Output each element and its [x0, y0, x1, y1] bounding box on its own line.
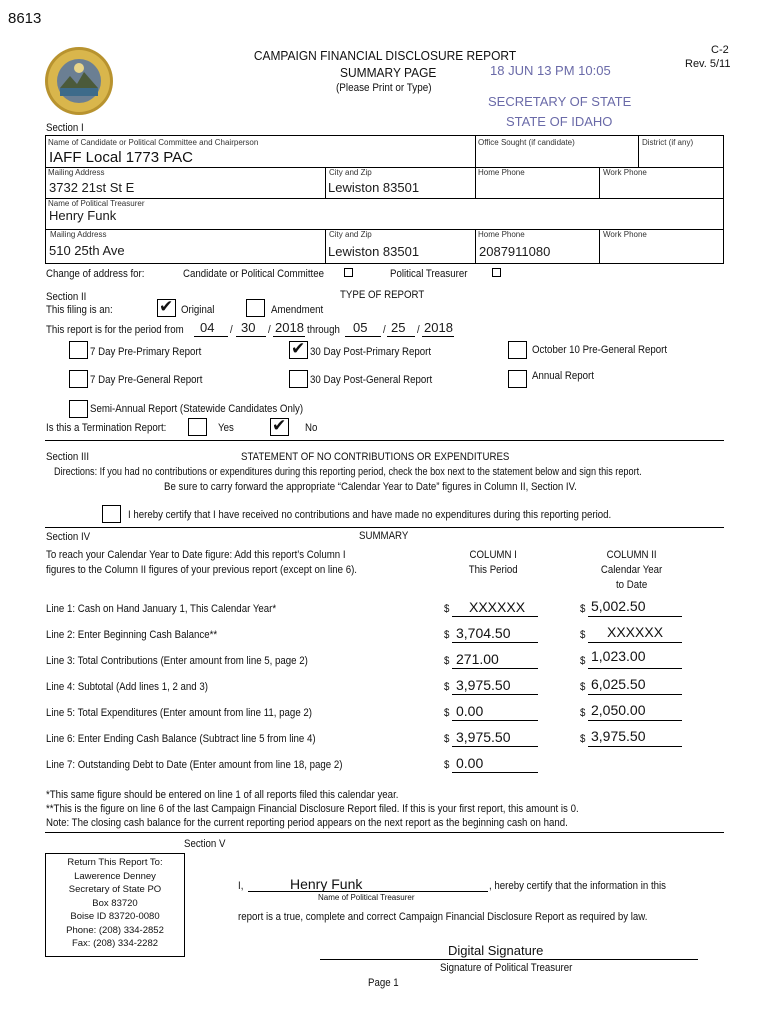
line-2-column-2[interactable]: XXXXXX [607, 624, 664, 640]
thirty-day-post-general-checkbox[interactable] [289, 370, 308, 388]
amendment-checkbox[interactable] [246, 299, 265, 317]
dollar-sign: $ [580, 681, 586, 693]
thirty-day-post-general-label: 30 Day Post-General Report [310, 374, 433, 386]
dollar-sign: $ [444, 707, 450, 719]
filing-type-label: This filing is an: [46, 304, 113, 316]
treasurer-home-phone-label: Home Phone [478, 230, 525, 239]
summary-line-label: Line 3: Total Contributions (Enter amount from line 5, page 2) [46, 655, 308, 667]
line-7-column-1[interactable]: 0.00 [456, 755, 484, 771]
date-separator: / [230, 324, 233, 336]
return-address-line: Box 83720 [92, 897, 138, 909]
summary-intro-1: To reach your Calendar Year to Date figure: Add this report’s Column I [46, 549, 346, 561]
footnote-3: Note: The closing cash balance for the current reporting period appears on the next report as the beginning cash on hand. [46, 817, 568, 829]
treasurer-mailing-label: Mailing Address [50, 230, 107, 239]
period-to-month[interactable]: 05 [353, 320, 368, 335]
summary-header: SUMMARY [359, 530, 409, 542]
period-from-year[interactable]: 2018 [275, 320, 304, 335]
section-5-label: Section V [184, 838, 226, 850]
period-from-month[interactable]: 04 [200, 320, 215, 335]
treasurer-home-phone-field[interactable]: 2087911080 [479, 244, 551, 259]
seven-day-pre-primary-label: 7 Day Pre-Primary Report [90, 346, 202, 358]
seven-day-pre-general-checkbox[interactable] [69, 370, 88, 388]
date-separator: / [383, 324, 386, 336]
treasurer-name-field[interactable]: Henry Funk [49, 208, 117, 223]
column-2-title: COLUMN II [606, 549, 657, 561]
line-6-column-1[interactable]: 3,975.50 [456, 729, 511, 745]
original-label: Original [181, 304, 215, 316]
form-id: C-2 [711, 44, 729, 56]
section-4-label: Section IV [46, 531, 91, 543]
treasurer-city-label: City and Zip [329, 230, 372, 239]
date-separator: / [268, 324, 271, 336]
form-revision: Rev. 5/11 [685, 58, 731, 70]
summary-intro-2: figures to the Column II figures of your previous report (except on line 6). [46, 564, 357, 576]
no-contributions-checkbox[interactable] [102, 505, 121, 523]
thirty-day-post-primary-checkbox[interactable]: ✔ [289, 341, 308, 359]
footnote-2: **This is the figure on line 6 of the last Campaign Financial Disclosure Report filed. If this is your first report, this amount is 0. [46, 803, 579, 815]
treasurer-name-certify-field[interactable]: Henry Funk [290, 876, 363, 892]
received-date-stamp: 18 JUN 13 PM 10:05 [490, 63, 611, 78]
summary-line-label: Line 5: Total Expenditures (Enter amount from line 11, page 2) [46, 707, 313, 719]
october-pre-general-checkbox[interactable] [508, 341, 527, 359]
change-candidate-checkbox[interactable] [344, 268, 353, 277]
line-3-column-2[interactable]: 1,023.00 [591, 648, 646, 664]
section-1-label: Section I [46, 122, 84, 134]
semi-annual-checkbox[interactable] [69, 400, 88, 418]
signature-caption: Signature of Political Treasurer [440, 962, 573, 974]
section-3-carry-forward: Be sure to carry forward the appropriate “Calendar Year to Date” figures in Column II, Section IV. [164, 481, 577, 493]
line-4-column-1[interactable]: 3,975.50 [456, 677, 511, 693]
treasurer-work-phone-label: Work Phone [603, 230, 647, 239]
termination-label: Is this a Termination Report: [46, 422, 167, 434]
change-address-label: Change of address for: [46, 268, 145, 280]
section-3-directions: Directions: If you had no contributions or expenditures during this reporting period, check the box next to the statement below and sign this report. [54, 466, 642, 478]
termination-yes-checkbox[interactable] [188, 418, 207, 436]
mailing-address-label: Mailing Address [48, 168, 105, 177]
print-instruction: (Please Print or Type) [336, 82, 432, 94]
dollar-sign: $ [444, 629, 450, 641]
home-phone-label: Home Phone [478, 168, 525, 177]
city-zip-label: City and Zip [329, 168, 372, 177]
summary-line-label: Line 1: Cash on Hand January 1, This Calendar Year* [46, 603, 277, 615]
seven-day-pre-general-label: 7 Day Pre-General Report [90, 374, 203, 386]
summary-line-label: Line 7: Outstanding Debt to Date (Enter amount from line 18, page 2) [46, 759, 343, 771]
dollar-sign: $ [580, 629, 586, 641]
annual-report-checkbox[interactable] [508, 370, 527, 388]
dollar-sign: $ [444, 655, 450, 667]
line-6-column-2[interactable]: 3,975.50 [591, 728, 646, 744]
type-of-report-header: TYPE OF REPORT [340, 289, 425, 301]
city-zip-field[interactable]: Lewiston 83501 [328, 180, 420, 195]
line-4-column-2[interactable]: 6,025.50 [591, 676, 646, 692]
page-number: Page 1 [368, 977, 399, 989]
termination-no-label: No [305, 422, 318, 434]
return-address-line: Phone: (208) 334-2852 [66, 924, 164, 936]
column-1-title: COLUMN I [469, 549, 517, 561]
certify-i-label: I, [238, 880, 244, 892]
semi-annual-label: Semi-Annual Report (Statewide Candidates Only) [90, 403, 304, 415]
return-address-line: Boise ID 83720-0080 [70, 911, 160, 922]
treasurer-mailing-field[interactable]: 510 25th Ave [49, 243, 125, 258]
period-from-day[interactable]: 30 [241, 320, 256, 335]
thirty-day-post-primary-label: 30 Day Post-Primary Report [310, 346, 432, 358]
line-1-column-1[interactable]: XXXXXX [469, 599, 526, 615]
stamp-office: SECRETARY OF STATE [488, 94, 632, 109]
summary-line-label: Line 4: Subtotal (Add lines 1, 2 and 3) [46, 681, 208, 693]
line-5-column-2[interactable]: 2,050.00 [591, 702, 646, 718]
dollar-sign: $ [580, 603, 586, 615]
amendment-label: Amendment [271, 304, 324, 316]
original-checkbox[interactable]: ✔ [157, 299, 176, 317]
name-label: Name of Candidate or Political Committee and Chairperson [48, 138, 259, 147]
return-address-line: Secretary of State PO [68, 884, 162, 895]
column-2-subtitle: Calendar Year [600, 564, 663, 576]
termination-no-checkbox[interactable]: ✔ [270, 418, 289, 436]
return-address-line: Lawerence Denney [74, 870, 156, 882]
return-address-line: Fax: (208) 334-2282 [71, 938, 159, 949]
change-candidate-label: Candidate or Political Committee [183, 268, 324, 280]
certify-suffix: , hereby certify that the information in this [489, 880, 667, 892]
line-2-column-1[interactable]: 3,704.50 [456, 625, 511, 641]
termination-yes-label: Yes [218, 422, 234, 434]
annual-report-label: Annual Report [532, 370, 594, 382]
signature-field[interactable]: Digital Signature [448, 943, 544, 958]
certify-statement: report is a true, complete and correct Campaign Financial Disclosure Report as required by law. [238, 911, 648, 923]
dollar-sign: $ [444, 681, 450, 693]
seven-day-pre-primary-checkbox[interactable] [69, 341, 88, 359]
dollar-sign: $ [444, 759, 450, 771]
work-phone-label: Work Phone [603, 168, 647, 177]
change-treasurer-label: Political Treasurer [390, 268, 468, 280]
october-pre-general-label: October 10 Pre-General Report [532, 344, 668, 356]
no-contributions-statement: I hereby certify that I have received no contributions and have made no expenditures during this reporting period. [128, 509, 612, 521]
period-label: This report is for the period from [46, 324, 184, 336]
report-subtitle: SUMMARY PAGE [340, 65, 437, 80]
through-label: through [307, 324, 340, 336]
report-title: CAMPAIGN FINANCIAL DISCLOSURE REPORT [253, 48, 517, 63]
section-3-header: STATEMENT OF NO CONTRIBUTIONS OR EXPENDITURES [241, 451, 510, 463]
section-3-label: Section III [46, 451, 90, 463]
dollar-sign: $ [444, 603, 450, 615]
return-address-line: Return This Report To: [67, 857, 163, 868]
line-3-column-1[interactable]: 271.00 [456, 651, 499, 667]
return-address [46, 854, 184, 951]
office-sought-label: Office Sought (if candidate) [478, 138, 575, 147]
district-label: District (if any) [642, 138, 694, 147]
dollar-sign: $ [444, 733, 450, 745]
summary-line-label: Line 2: Enter Beginning Cash Balance** [46, 629, 218, 641]
line-1-column-2[interactable]: 5,002.50 [591, 598, 646, 614]
return-address-box [45, 853, 185, 957]
dollar-sign: $ [580, 707, 586, 719]
committee-name-field[interactable]: IAFF Local 1773 PAC [49, 149, 193, 166]
line-5-column-1[interactable]: 0.00 [456, 703, 484, 719]
mailing-address-field[interactable]: 3732 21st St E [49, 180, 135, 195]
treasurer-city-field[interactable]: Lewiston 83501 [328, 244, 420, 259]
stamp-state: STATE OF IDAHO [506, 114, 613, 129]
footnote-1: *This same figure should be entered on line 1 of all reports filed this calendar year. [46, 789, 399, 801]
treasurer-name-caption: Name of Political Treasurer [318, 893, 415, 902]
period-to-day[interactable]: 25 [391, 320, 406, 335]
treasurer-name-label: Name of Political Treasurer [48, 199, 145, 208]
state-seal [44, 46, 114, 116]
document-number: 8613 [8, 10, 42, 27]
change-treasurer-checkbox[interactable] [492, 268, 501, 277]
dollar-sign: $ [580, 655, 586, 667]
period-to-year[interactable]: 2018 [424, 320, 453, 335]
column-2-subtitle-2: to Date [615, 579, 648, 591]
dollar-sign: $ [580, 733, 586, 745]
section-2-label: Section II [46, 291, 87, 303]
column-1-subtitle: This Period [468, 564, 518, 576]
date-separator: / [417, 324, 420, 336]
summary-line-label: Line 6: Enter Ending Cash Balance (Subtract line 5 from line 4) [46, 733, 316, 745]
